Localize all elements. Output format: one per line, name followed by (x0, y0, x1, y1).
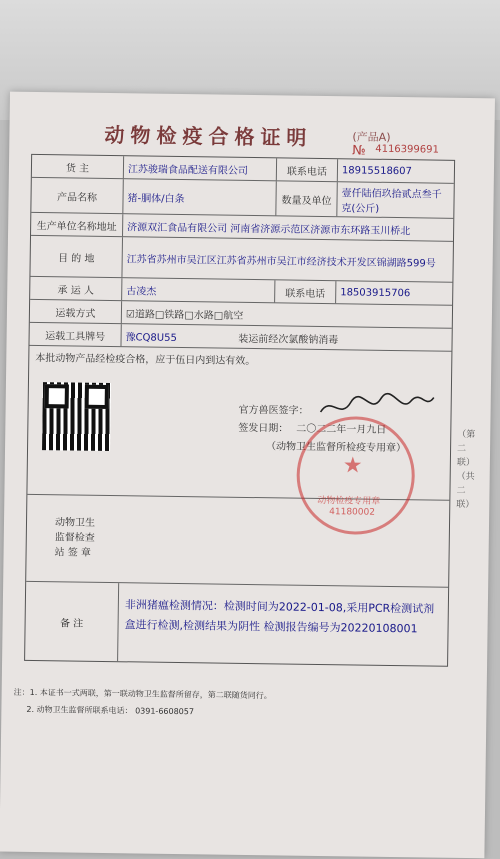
carrier-phone: 18503915706 (340, 286, 411, 299)
note-2: 2. 动物卫生监督所联系电话： 0391-6608057 (26, 704, 195, 717)
remarks-text: 非洲猪瘟检测情况：检测时间为2022-01-08,采用PCR检测试剂盒进行检测,检测结果为阴性 检测报告编号为20220108001 (124, 598, 435, 636)
transport-label: 运载方式 (30, 300, 122, 323)
quantity-label: 数量及单位 (275, 181, 337, 216)
serial-prefix: № (352, 143, 366, 159)
owner-phone: 18915518607 (341, 164, 413, 177)
row-product (31, 178, 453, 219)
certificate-subtitle: (产品A) (352, 130, 391, 144)
qr-code (42, 382, 111, 451)
quantity-value: 壹仟陆佰玖拾贰点叁千克(公斤) (341, 188, 442, 215)
row-validity (27, 346, 451, 518)
certificate-form (24, 154, 455, 667)
carrier-label: 承 运 人 (30, 277, 122, 300)
product-value: 猪-胴体/白条 (127, 192, 185, 205)
row-destination (30, 236, 453, 283)
transport-options (122, 301, 452, 328)
copy-side-label: （第二联）（共二联） (456, 429, 476, 511)
owner-phone-label: 联系电话 (276, 158, 338, 181)
serial-number: 4116399691 (375, 143, 439, 156)
note-1: 注：1. 本证书一式两联，第一联动物卫生监督所留存，第二联随货同行。 (13, 687, 272, 701)
vet-signature-label: 官方兽医签字： (238, 404, 309, 417)
stamp-title: 动物检疫专用章 (317, 495, 381, 507)
carrier-value: 古凌杰 (126, 285, 157, 298)
stamp-star-icon: ★ (342, 453, 363, 479)
remarks-label: 备 注 (25, 582, 119, 661)
producer-label: 生产单位名称地址 (31, 213, 123, 236)
product-label: 产品名称 (31, 178, 123, 213)
stamp-number: 41180002 (329, 507, 376, 518)
carrier-phone-label: 联系电话 (274, 280, 336, 303)
vehicle-extra: 装运前经次氯酸钠消毒 (238, 333, 339, 346)
transport-rail: □铁路 (154, 309, 185, 321)
station-signature-label: 动物卫生 监督检查 站 签 章 (54, 517, 96, 559)
destination-value: 江苏省苏州市吴江区江苏省苏州市吴江市经济技术开发区锦湖路599号 (126, 253, 436, 270)
transport-air: □航空 (213, 309, 244, 322)
row-station (26, 495, 449, 588)
certificate-title: 动物检疫合格证明 (104, 122, 313, 150)
issue-date-label: 签发日期： (238, 422, 289, 435)
authority-text: （动物卫生监督所检疫专用章） (266, 441, 407, 455)
certificate-paper (0, 92, 495, 859)
validity-text: 本批动物产品经检疫合格，应于伍日内到达有效。 (35, 352, 256, 368)
transport-water: □水路 (184, 309, 214, 321)
transport-road: ☑道路 (125, 308, 155, 321)
destination-label: 目 的 地 (30, 236, 123, 277)
producer-value: 济源双汇食品有限公司 河南省济源示范区济源市东环路玉川桥北 (127, 221, 411, 237)
row-remarks (25, 582, 448, 666)
issue-date: 二〇二二年一月九日 (296, 423, 387, 436)
vehicle-label: 运载工具牌号 (29, 323, 121, 346)
owner-label: 货 主 (32, 155, 124, 178)
vehicle-value: 豫CQ8U55 (125, 331, 177, 344)
owner-value: 江苏骏瑞食品配送有限公司 (127, 163, 249, 177)
